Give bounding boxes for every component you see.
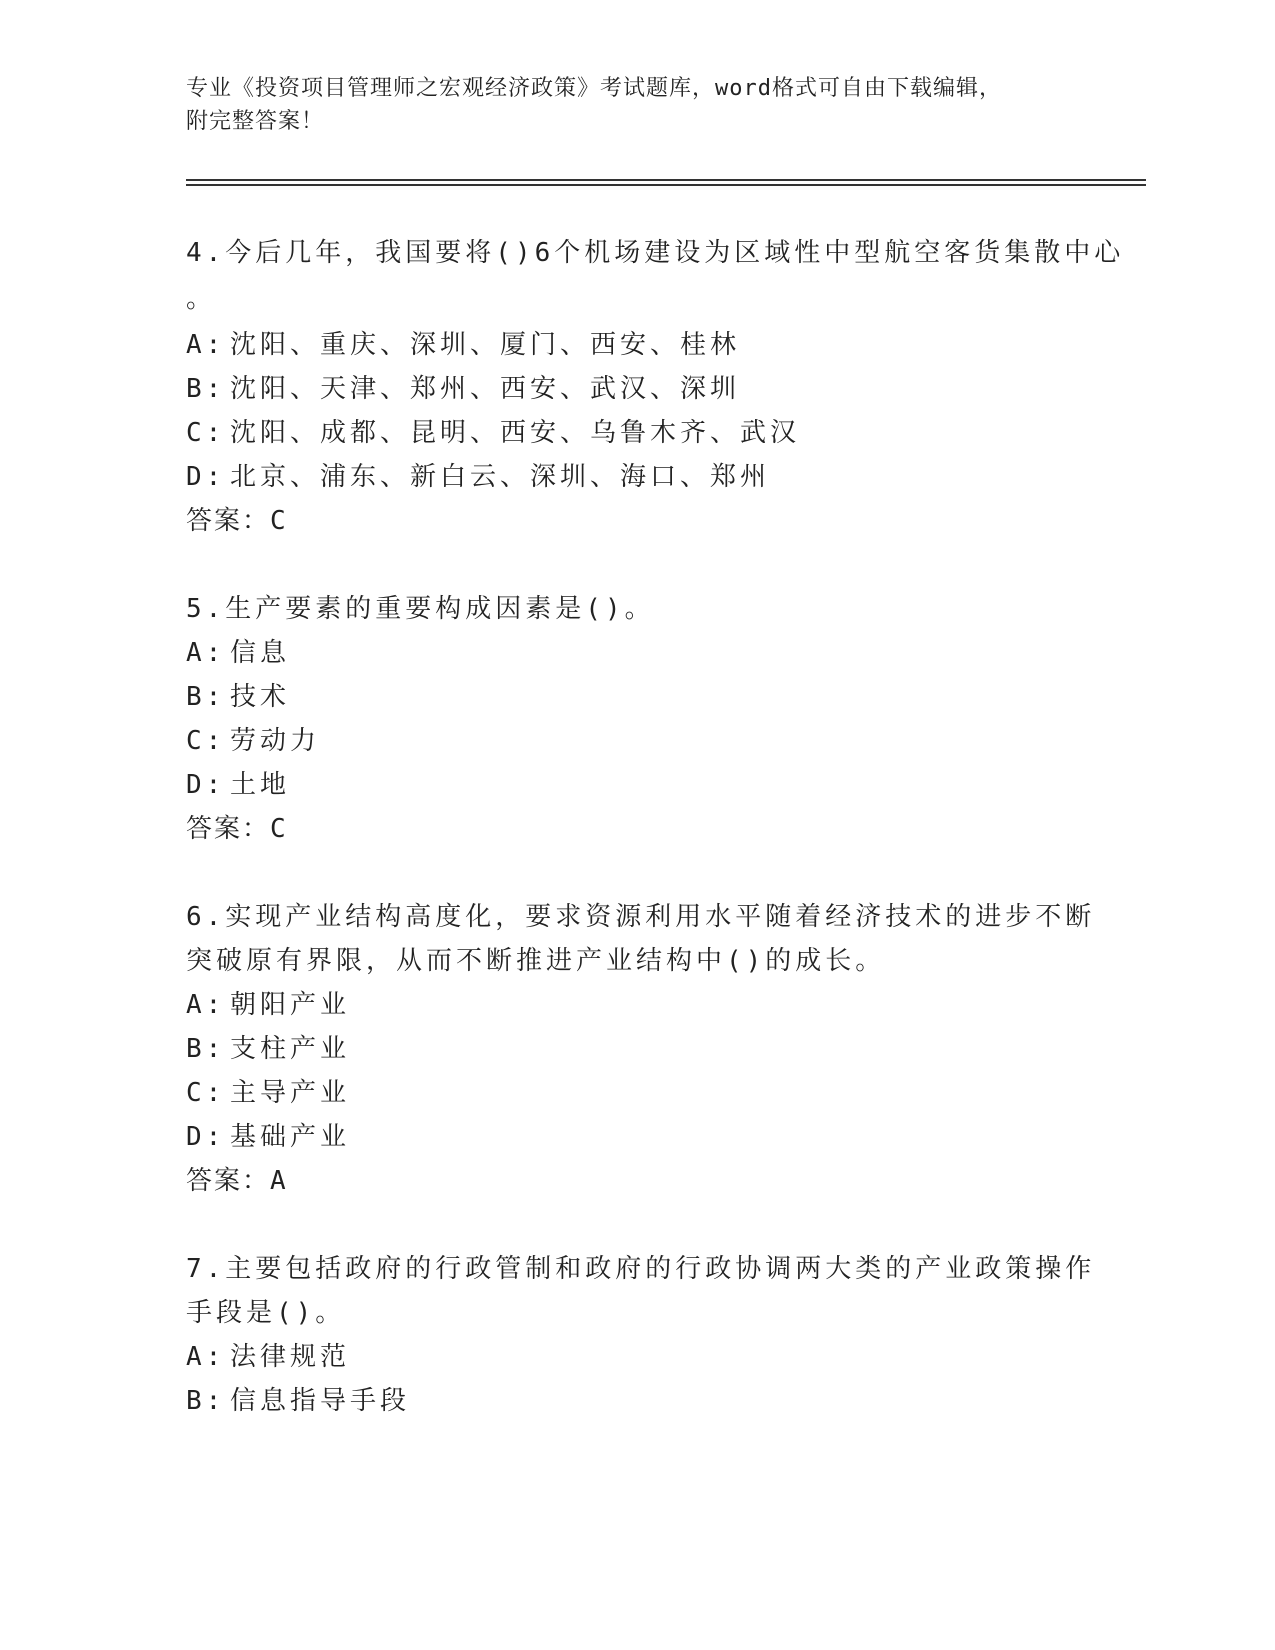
option-text: 支柱产业 xyxy=(230,1034,351,1064)
option-c xyxy=(186,1078,350,1108)
header-line-1: 专业《投资项目管理师之宏观经济政策》考试题库，word格式可自由下载编辑， xyxy=(186,76,1002,101)
header-divider-bottom xyxy=(186,184,1146,186)
option-text: 朝阳产业 xyxy=(230,990,351,1020)
option-b xyxy=(186,682,290,712)
answer: 答案：C xyxy=(186,814,288,844)
option-d xyxy=(186,770,290,800)
option-label: D: xyxy=(186,770,226,800)
question-stem: 6.实现产业结构高度化，要求资源利用水平随着经济技术的进步不断 xyxy=(186,902,1096,932)
option-label: B: xyxy=(186,682,226,712)
option-d xyxy=(186,1122,350,1152)
option-b xyxy=(186,1386,410,1416)
option-label: D: xyxy=(186,1122,226,1152)
option-d xyxy=(186,462,770,492)
option-label: B: xyxy=(186,1034,226,1064)
option-text: 沈阳、重庆、深圳、厦门、西安、桂林 xyxy=(230,330,741,360)
option-label: D: xyxy=(186,462,226,492)
header-divider-top xyxy=(186,179,1146,181)
option-label: B: xyxy=(186,374,226,404)
question-stem: 5.生产要素的重要构成因素是()。 xyxy=(186,594,655,624)
option-c xyxy=(186,418,800,448)
option-text: 沈阳、成都、昆明、西安、乌鲁木齐、武汉 xyxy=(230,418,801,448)
option-a xyxy=(186,1342,350,1372)
question-stem: 4.今后几年，我国要将()6个机场建设为区域性中型航空客货集散中心 xyxy=(186,238,1125,268)
option-label: C: xyxy=(186,726,226,756)
option-a xyxy=(186,990,350,1020)
option-label: A: xyxy=(186,638,226,668)
option-text: 土地 xyxy=(230,770,291,800)
option-label: B: xyxy=(186,1386,226,1416)
option-label: C: xyxy=(186,1078,226,1108)
option-text: 法律规范 xyxy=(230,1342,351,1372)
option-text: 劳动力 xyxy=(230,726,321,756)
option-text: 信息指导手段 xyxy=(230,1386,411,1416)
document-header xyxy=(186,72,1066,138)
option-b xyxy=(186,374,740,404)
option-label: A: xyxy=(186,330,226,360)
option-label: C: xyxy=(186,418,226,448)
question-stem-cont: 。 xyxy=(186,284,217,314)
option-text: 沈阳、天津、郑州、西安、武汉、深圳 xyxy=(230,374,741,404)
option-text: 基础产业 xyxy=(230,1122,351,1152)
option-label: A: xyxy=(186,1342,226,1372)
header-line-2: 附完整答案！ xyxy=(186,109,325,134)
option-text: 技术 xyxy=(230,682,291,712)
option-b xyxy=(186,1034,350,1064)
option-text: 信息 xyxy=(230,638,291,668)
option-a xyxy=(186,638,290,668)
question-stem-cont: 手段是()。 xyxy=(186,1298,346,1328)
option-text: 主导产业 xyxy=(230,1078,351,1108)
answer: 答案：C xyxy=(186,506,288,536)
question-stem-cont: 突破原有界限，从而不断推进产业结构中()的成长。 xyxy=(186,946,886,976)
option-c xyxy=(186,726,320,756)
question-stem: 7.主要包括政府的行政管制和政府的行政协调两大类的产业政策操作 xyxy=(186,1254,1096,1284)
option-a xyxy=(186,330,740,360)
option-text: 北京、浦东、新白云、深圳、海口、郑州 xyxy=(230,462,771,492)
option-label: A: xyxy=(186,990,226,1020)
answer: 答案：A xyxy=(186,1166,288,1196)
